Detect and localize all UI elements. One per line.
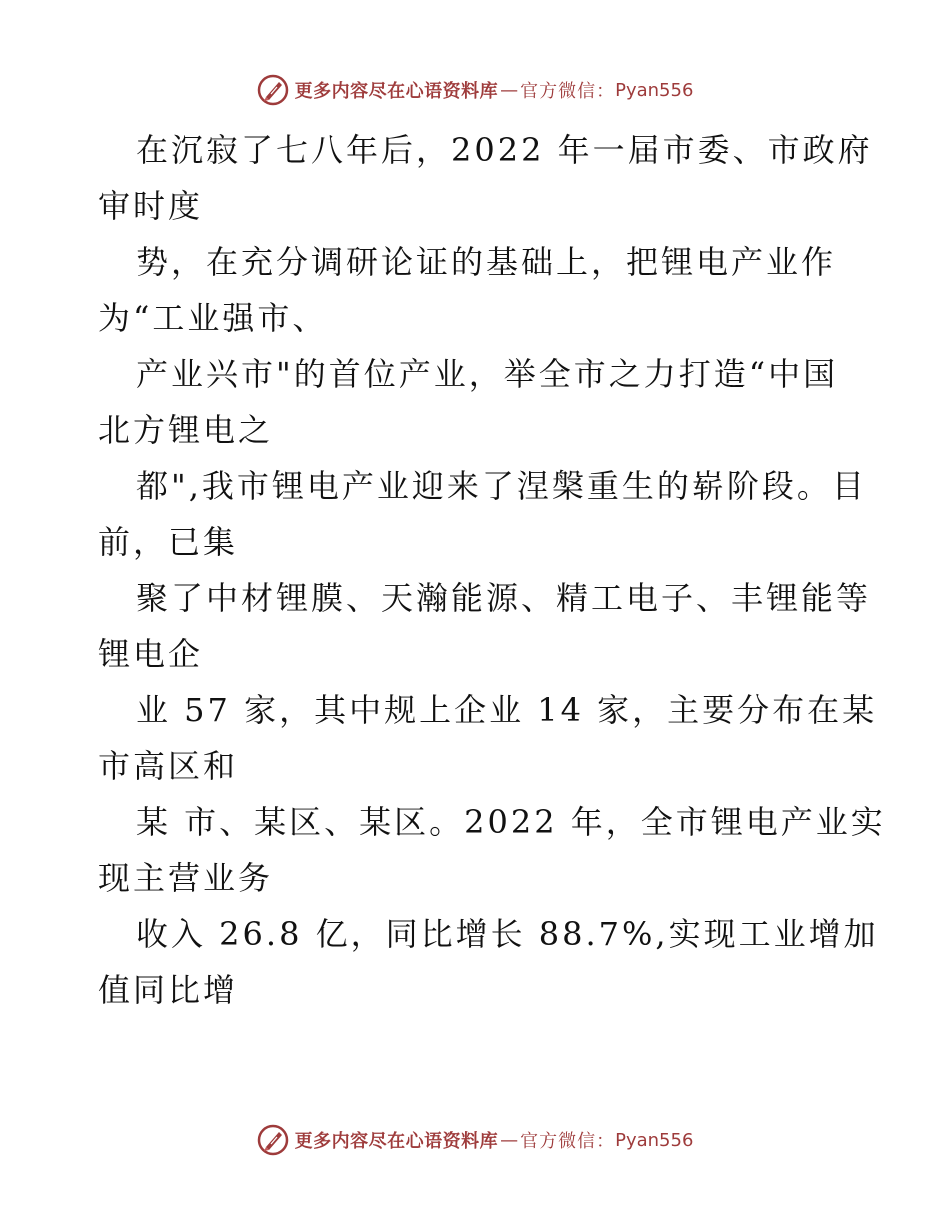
paragraph-2 (98, 234, 858, 346)
paragraph-line: 锂电企 (98, 635, 204, 673)
watermark-main-text: 更多内容尽在心语资料库 (294, 81, 499, 102)
paragraph-1 (98, 122, 873, 234)
paragraph-5 (98, 570, 872, 682)
watermark-official-label: 官方微信： (520, 1131, 616, 1152)
paragraph-6 (98, 682, 878, 794)
paragraph-line: 收入 26.8 亿，同比增长 88.7%,实现工业增加 (136, 915, 879, 953)
header-watermark (0, 70, 950, 110)
watermark-separator: — (500, 79, 519, 101)
paragraph-line: 审时度 (98, 187, 204, 225)
paragraph-line: 某 市、某区、某区。2022 年，全市锂电产业实 (136, 803, 886, 841)
paragraph-line: 都",我市锂电产业迎来了涅槃重生的崭阶段。目 (136, 467, 867, 505)
watermark-separator: — (500, 1129, 519, 1151)
paragraph-7 (98, 794, 886, 906)
watermark-wechat-id: Pyan556 (615, 1129, 694, 1151)
paragraph-8 (98, 906, 879, 1018)
document-body (98, 122, 886, 1018)
paragraph-4 (98, 458, 867, 570)
paragraph-line: 在沉寂了七八年后，2022 年一届市委、市政府 (136, 131, 873, 169)
paragraph-line: 势，在充分调研论证的基础上，把锂电产业作 (136, 243, 837, 281)
paragraph-3 (98, 346, 858, 458)
watermark-wechat-id: Pyan556 (615, 79, 694, 101)
watermark-main-text: 更多内容尽在心语资料库 (294, 1131, 499, 1152)
watermark-official-label: 官方微信： (520, 81, 616, 102)
paragraph-line: 市高区和 (98, 747, 239, 785)
paragraph-line: 业 57 家，其中规上企业 14 家，主要分布在某 (136, 691, 878, 729)
footer-watermark (0, 1120, 950, 1160)
quill-pen-logo-icon (257, 1124, 289, 1156)
paragraph-line: 为“工业强市、 (98, 299, 328, 337)
paragraph-line: 产业兴市"的首位产业，举全市之力打造“中国 (136, 355, 839, 393)
quill-pen-logo-icon (257, 74, 289, 106)
paragraph-line: 现主营业务 (98, 859, 274, 897)
paragraph-line: 前，已集 (98, 523, 239, 561)
paragraph-line: 聚了中材锂膜、天瀚能源、精工电子、丰锂能等 (136, 579, 872, 617)
paragraph-line: 值同比增 (98, 971, 239, 1009)
paragraph-line: 北方锂电之 (98, 411, 274, 449)
